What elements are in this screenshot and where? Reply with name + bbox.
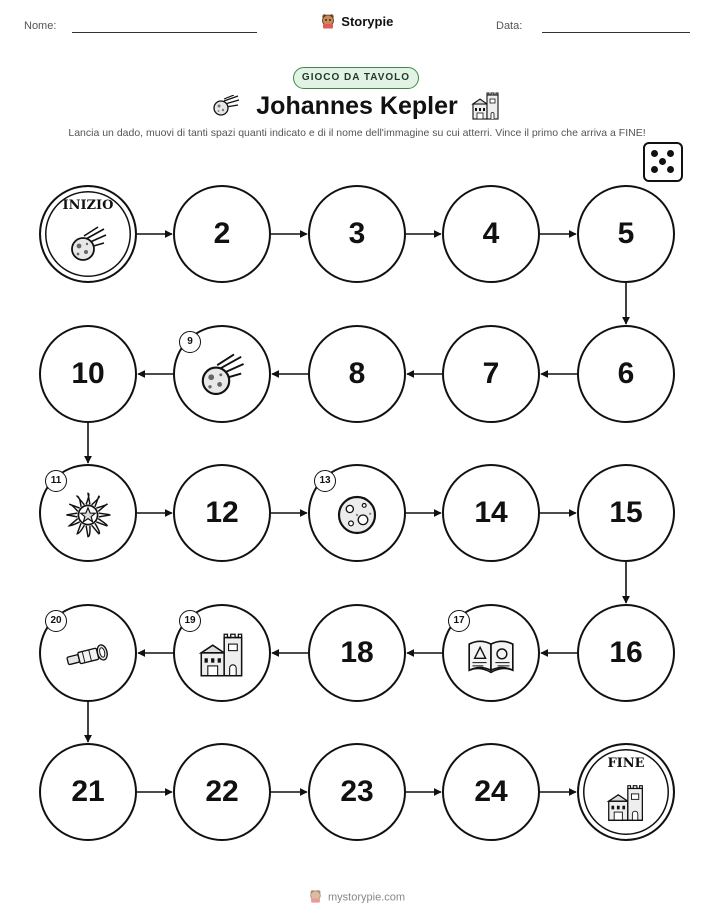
page-title: Johannes Kepler — [256, 92, 458, 120]
space-number: 5 — [617, 217, 635, 250]
space-label: INIZIO — [62, 198, 114, 213]
space-number-badge: 17 — [448, 610, 470, 632]
space-number: 12 — [205, 496, 239, 529]
storypie-logo-icon — [309, 889, 322, 906]
footer — [0, 889, 714, 906]
space-number: 24 — [474, 775, 508, 808]
board-space-17[interactable] — [442, 604, 540, 702]
space-number: 14 — [474, 496, 508, 529]
board-space-2[interactable] — [173, 185, 271, 283]
space-number: 22 — [205, 775, 239, 808]
board-space-14[interactable] — [442, 464, 540, 562]
space-number: 4 — [482, 217, 500, 250]
board-space-9[interactable] — [173, 325, 271, 423]
board-space-21[interactable] — [39, 743, 137, 841]
finish-space[interactable] — [577, 743, 675, 841]
space-label: FINE — [607, 756, 645, 771]
space-number: 15 — [609, 496, 643, 529]
instructions: Lancia un dado, muovi di tanti spazi quanti indicato e di il nome dell'immagine su cui atterri. Vince il primo che arriva a FINE! — [68, 127, 646, 139]
board-space-13[interactable] — [308, 464, 406, 562]
date-label: Data: — [496, 20, 523, 32]
space-number: 10 — [71, 357, 105, 390]
board-space-15[interactable] — [577, 464, 675, 562]
space-number: 23 — [340, 775, 374, 808]
space-number-badge: 11 — [45, 470, 67, 492]
space-number: 18 — [340, 636, 374, 669]
board-space-12[interactable] — [173, 464, 271, 562]
space-number-badge: 9 — [179, 331, 201, 353]
board-space-6[interactable] — [577, 325, 675, 423]
board-space-4[interactable] — [442, 185, 540, 283]
category-badge: GIOCO DA TAVOLO — [293, 67, 419, 89]
space-number: 8 — [348, 357, 366, 390]
space-number-badge: 13 — [314, 470, 336, 492]
board-space-20[interactable] — [39, 604, 137, 702]
footer-link[interactable]: mystorypie.com — [328, 891, 406, 904]
board-space-22[interactable] — [173, 743, 271, 841]
board-space-3[interactable] — [308, 185, 406, 283]
space-number: 16 — [609, 636, 643, 669]
space-number-badge: 20 — [45, 610, 67, 632]
board-space-8[interactable] — [308, 325, 406, 423]
board-space-19[interactable] — [173, 604, 271, 702]
space-number: 2 — [213, 217, 231, 250]
name-label: Nome: — [24, 20, 57, 32]
board-space-5[interactable] — [577, 185, 675, 283]
space-number: 6 — [617, 357, 635, 390]
space-number-badge: 19 — [179, 610, 201, 632]
board-space-18[interactable] — [308, 604, 406, 702]
board-space-24[interactable] — [442, 743, 540, 841]
board-space-10[interactable] — [39, 325, 137, 423]
board-space-11[interactable] — [39, 464, 137, 562]
board-space-7[interactable] — [442, 325, 540, 423]
brand-name: Storypie — [341, 13, 394, 29]
start-space[interactable] — [39, 185, 137, 283]
board-space-16[interactable] — [577, 604, 675, 702]
space-number: 3 — [348, 217, 366, 250]
space-number: 7 — [482, 357, 500, 390]
board-space-23[interactable] — [308, 743, 406, 841]
space-number: 21 — [71, 775, 105, 808]
